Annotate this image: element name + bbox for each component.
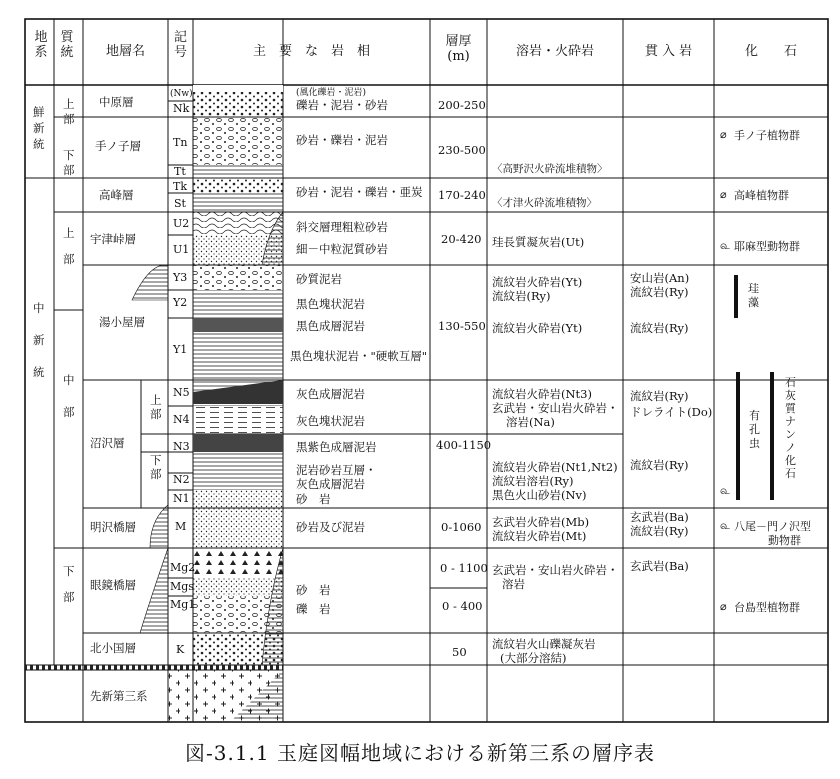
- volcanic-takanoya: 〈高野沢火砕流堆積物〉: [492, 163, 608, 175]
- volcanic-ry1: 流紋岩(Ry): [492, 289, 551, 303]
- fossil-yao-2: 動物群: [768, 534, 801, 547]
- intrusive-ry1: 流紋岩(Ry): [630, 285, 689, 299]
- volcanic-k1: 流紋岩火山礫凝灰岩: [492, 637, 596, 651]
- litho-n2a: 泥岩砂岩互層・: [296, 463, 377, 477]
- thickness-k: 50: [452, 645, 467, 659]
- symbol: Tk: [173, 180, 188, 193]
- thickness-m: 0-1060: [441, 520, 482, 534]
- header-volcanic: 溶岩・火砕岩: [515, 44, 594, 59]
- volcanic-ut: 珪長質凝灰岩(Ut): [492, 235, 585, 249]
- formation-utsutoge: 宇津峠層: [90, 232, 136, 246]
- symbol: U2: [173, 217, 190, 230]
- series-pliocene-lower: 下 部: [63, 148, 75, 177]
- numazawa-upper: 上 部: [150, 393, 162, 421]
- intrusive-an: 安山岩(An): [630, 271, 690, 285]
- litho-y2b: 黒色成層泥岩: [296, 319, 365, 333]
- fossil-foram: 有 孔 虫: [749, 409, 760, 450]
- litho-tk: 砂岩・泥岩・礫岩・亜炭: [296, 185, 423, 199]
- symbol: N1: [173, 492, 190, 505]
- formation-tenoko: 手ノ子層: [95, 139, 141, 153]
- volcanic-na2: 溶岩(Na): [506, 415, 555, 429]
- litho-y3: 砂質泥岩: [296, 272, 342, 286]
- volcanic-mt: 流紋岩火砕岩(Mt): [492, 529, 587, 543]
- formation-myozawabashi: 明沢橋層: [90, 520, 136, 534]
- symbol: Mg2: [170, 561, 196, 574]
- series-pliocene-upper: 上 部: [63, 97, 75, 126]
- litho-n3: 黒紫色成層泥岩: [296, 440, 377, 454]
- volcanic-ry2: 流紋岩溶岩(Ry): [492, 474, 574, 488]
- header-formation: 地層名: [105, 44, 145, 59]
- volcanic-nv: 黒色火山砂岩(Nv): [492, 488, 587, 502]
- litho-mg-conglomerate: 礫 岩: [296, 602, 331, 616]
- symbol: Y1: [173, 343, 188, 356]
- volcanic-yt2: 流紋岩火砕岩(Yt): [492, 321, 583, 335]
- symbol: Tn: [173, 136, 188, 149]
- symbol: St: [174, 197, 186, 210]
- header-symbol: 記 号: [173, 30, 187, 60]
- intrusive-ry5: 流紋岩(Ry): [630, 524, 689, 538]
- litho-y2a: 黒色塊状泥岩: [296, 297, 365, 311]
- volcanic-yt1: 流紋岩火砕岩(Yt): [492, 275, 583, 289]
- series-miocene-middle: 中 部: [63, 373, 75, 419]
- symbol: M: [175, 520, 187, 533]
- litho-u1: 細－中粒泥質砂岩: [296, 242, 388, 256]
- symbol: Y2: [173, 296, 188, 309]
- symbol: Tt: [174, 165, 186, 178]
- litho-nk-note: (風化礫岩・泥岩): [296, 88, 367, 98]
- formation-nakahara: 中原層: [99, 95, 134, 109]
- intrusive-ry3: 流紋岩(Ry): [630, 389, 689, 403]
- fossil-diatom: 珪 藻: [748, 282, 759, 309]
- thickness-mg-lower: 0 - 400: [442, 599, 483, 613]
- litho-tn: 砂岩・礫岩・泥岩: [296, 133, 388, 147]
- formation-meganebashi: 眼鏡橋層: [90, 578, 136, 592]
- fossil-takamine: 高峰植物群: [734, 189, 789, 202]
- shell-fossil-icon: ௳: [720, 239, 730, 252]
- symbol: (Nw): [170, 89, 193, 99]
- intrusive-ba2: 玄武岩(Ba): [630, 559, 689, 573]
- series-pliocene: 鮮 新 統: [33, 105, 45, 151]
- symbol: Nk: [173, 102, 190, 115]
- volcanic-nt12: 流紋岩火砕岩(Nt1,Nt2): [492, 460, 618, 474]
- series-miocene: 中 新 統: [33, 301, 45, 379]
- symbol: U1: [173, 243, 190, 256]
- shell-fossil-icon: ௳: [720, 484, 730, 497]
- intrusive-ry2: 流紋岩(Ry): [630, 321, 689, 335]
- litho-mg-sandstone: 砂 岩: [296, 583, 331, 597]
- numazawa-lower: 下 部: [150, 453, 162, 481]
- volcanic-mg1: 玄武岩・安山岩火砕岩・: [492, 563, 619, 577]
- intrusive-ry4: 流紋岩(Ry): [630, 458, 689, 472]
- volcanic-nt3: 流紋岩火砕岩(Nt3): [492, 387, 592, 401]
- litho-u2: 斜交層理粗粒砂岩: [296, 220, 388, 234]
- thickness-mg-upper: 0 - 1100: [440, 561, 488, 575]
- fossil-nanno: 石 灰 質 ナ ン ノ 化 石: [785, 376, 796, 480]
- header-system: 地 質 系 統: [34, 30, 74, 60]
- volcanic-na1: 玄武岩・安山岩火砕岩・: [492, 401, 619, 415]
- shell-fossil-icon: ௳: [720, 519, 730, 532]
- formation-yugoya: 湯小屋層: [99, 315, 145, 329]
- symbol: N5: [173, 386, 190, 399]
- volcanic-mg2: 溶岩: [502, 577, 525, 591]
- intrusive-do: ドレライト(Do): [630, 405, 713, 419]
- formation-numazawa: 沼沢層: [90, 436, 125, 450]
- symbol: Y3: [173, 271, 188, 284]
- fossil-yama: 耶麻型動物群: [734, 240, 800, 253]
- series-miocene-upper: 上 部: [63, 226, 75, 266]
- volcanic-mb: 玄武岩火砕岩(Mb): [492, 515, 590, 529]
- symbol: Mg1: [170, 598, 196, 611]
- thickness-n: 400-1150: [436, 438, 492, 452]
- header-lithofacies: 主 要 な 岩 相: [252, 44, 370, 59]
- thickness-tk: 170-240: [438, 188, 486, 202]
- figure-caption: 図-3.1.1 玉庭図幅地域における新第三系の層序表: [184, 741, 655, 765]
- plant-fossil-icon: ⌀: [720, 188, 727, 201]
- intrusive-ba1: 玄武岩(Ba): [630, 510, 689, 524]
- fossil-tenoko: 手ノ子植物群: [734, 129, 800, 142]
- volcanic-k2: (大部分溶結): [500, 651, 567, 665]
- formation-pre-neogene: 先新第三系: [90, 689, 148, 703]
- plant-fossil-icon: ⌀: [720, 128, 727, 141]
- formation-takamine: 高峰層: [99, 188, 134, 202]
- header-intrusive: 貫 入 岩: [644, 44, 693, 59]
- formation-kitaoguni: 北小国層: [90, 641, 136, 655]
- thickness-tn: 230-500: [438, 143, 486, 157]
- litho-n4: 灰色塊状泥岩: [296, 414, 365, 428]
- thickness-nk: 200-250: [438, 98, 486, 112]
- litho-m: 砂岩及び泥岩: [296, 520, 365, 534]
- header-thickness: 層厚 (m): [445, 34, 472, 64]
- thickness-y: 130-550: [438, 319, 486, 333]
- thickness-u: 20-420: [441, 232, 482, 246]
- volcanic-saitsu: 〈才津火砕流堆積物〉: [492, 197, 597, 209]
- litho-nk: 礫岩・泥岩・砂岩: [296, 98, 388, 112]
- fossil-yao-1: 八尾－門ノ沢型: [734, 520, 811, 533]
- litho-y1: 黒色塊状泥岩・"硬軟互層": [290, 349, 428, 363]
- header-fossils: 化 石: [744, 44, 797, 59]
- series-miocene-lower: 下 部: [63, 564, 75, 604]
- litho-n1: 砂 岩: [296, 492, 331, 506]
- symbol: Mgs: [170, 580, 194, 593]
- litho-n5: 灰色成層泥岩: [296, 387, 365, 401]
- symbol: N3: [173, 440, 190, 453]
- symbol: K: [176, 643, 185, 656]
- litho-n2b: 灰色成層泥岩: [296, 477, 365, 491]
- fossil-daijima: 台島型植物群: [734, 601, 800, 614]
- symbol: N2: [173, 473, 190, 486]
- symbol: N4: [173, 413, 190, 426]
- plant-fossil-icon: ⌀: [720, 600, 727, 613]
